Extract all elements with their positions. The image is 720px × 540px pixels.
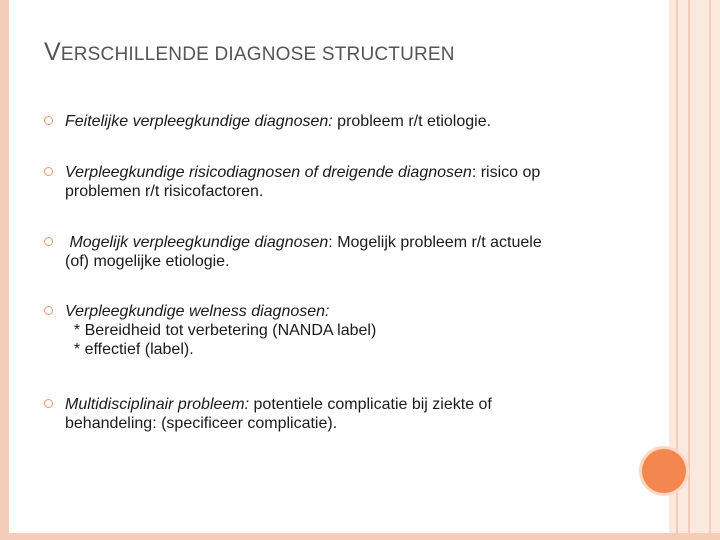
frame-bottom-border bbox=[0, 533, 720, 540]
bullet-body: * effectief (label). bbox=[65, 341, 194, 358]
bullet-body: potentiele complicatie bij ziekte of bbox=[249, 396, 492, 413]
bullet-body: * Bereidheid tot verbetering (NANDA label) bbox=[65, 322, 377, 339]
slide-title bbox=[44, 38, 455, 67]
bullet-text bbox=[65, 233, 644, 271]
frame-left-border bbox=[0, 0, 9, 540]
bullet-ring-icon bbox=[44, 167, 53, 176]
bullet-item bbox=[44, 233, 644, 271]
bullet-term: Verpleegkundige risicodiagnosen of dreigende diagnosen bbox=[65, 164, 472, 181]
bullet-body: : risico op bbox=[471, 164, 541, 181]
bullet-text bbox=[65, 163, 644, 201]
bullet-item bbox=[44, 302, 644, 359]
bullet-item bbox=[44, 112, 644, 131]
frame-right-line bbox=[688, 0, 690, 540]
bullet-body: behandeling: (specificeer complicatie). bbox=[65, 415, 338, 432]
bullet-ring-icon bbox=[44, 399, 53, 408]
bullet-term: Verpleegkundige welness diagnosen: bbox=[65, 303, 330, 320]
bullet-body: problemen r/t risicofactoren. bbox=[65, 183, 264, 200]
bullet-body: : Mogelijk probleem r/t actuele bbox=[328, 234, 542, 251]
bullet-item bbox=[44, 395, 644, 433]
bullet-text bbox=[65, 395, 644, 433]
title-rest: ERSCHILLENDE DIAGNOSE STRUCTUREN bbox=[60, 44, 455, 65]
bullet-item bbox=[44, 163, 644, 201]
frame-right-line bbox=[709, 0, 711, 540]
bullet-ring-icon bbox=[44, 306, 53, 315]
bullet-body: (of) mogelijke etiologie. bbox=[65, 253, 230, 270]
bullet-body: probleem r/t etiologie. bbox=[332, 113, 492, 130]
bullet-ring-icon bbox=[44, 237, 53, 246]
bullet-term: Feitelijke verpleegkundige diagnosen: bbox=[65, 113, 333, 130]
title-first-letter: V bbox=[44, 38, 61, 66]
bullet-term: Multidisciplinair probleem: bbox=[65, 396, 250, 413]
bullet-term: Mogelijk verpleegkundige diagnosen bbox=[65, 234, 329, 251]
bullet-text bbox=[65, 112, 644, 131]
bullet-text bbox=[65, 302, 644, 359]
accent-circle-icon bbox=[642, 449, 686, 493]
bullet-ring-icon bbox=[44, 116, 53, 125]
